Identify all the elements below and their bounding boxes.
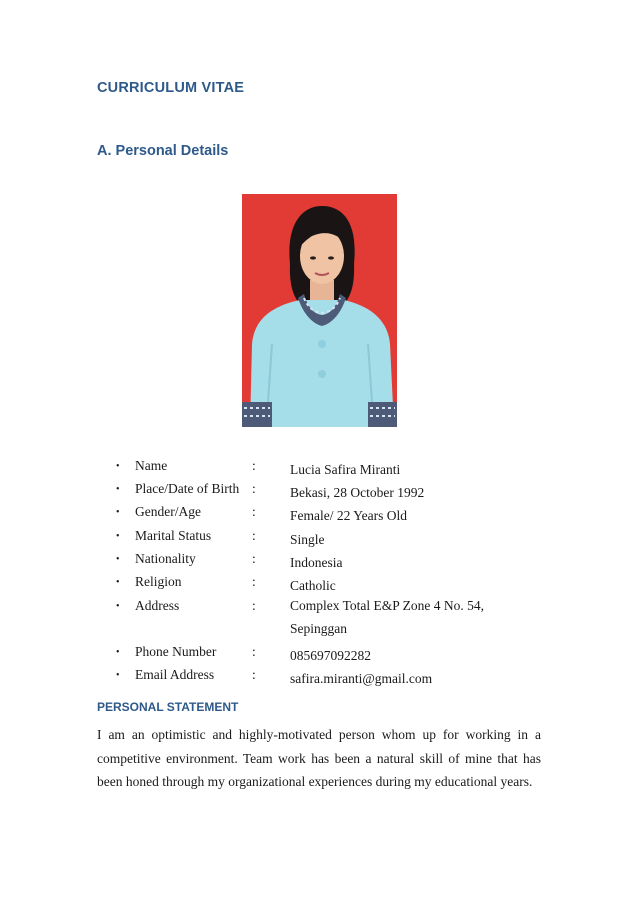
detail-label: Place/Date of Birth <box>135 481 240 496</box>
detail-separator: : <box>252 458 256 473</box>
detail-label: Email Address <box>135 667 215 682</box>
bullet: • <box>116 484 120 495</box>
detail-label: Address <box>135 598 180 613</box>
detail-separator: : <box>252 574 256 589</box>
detail-label: Nationality <box>135 551 196 566</box>
detail-label: Marital Status <box>135 528 212 543</box>
detail-value: safira.miranti@gmail.com <box>290 671 433 686</box>
detail-value: Single <box>290 532 325 547</box>
detail-value: Bekasi, 28 October 1992 <box>290 485 425 500</box>
detail-separator: : <box>252 504 256 519</box>
detail-separator: : <box>252 551 256 566</box>
detail-label: Gender/Age <box>135 504 201 519</box>
bullet: • <box>116 670 120 681</box>
detail-separator: : <box>252 528 256 543</box>
detail-value: Lucia Safira Miranti <box>290 462 401 477</box>
detail-value: Female/ 22 Years Old <box>290 508 407 523</box>
detail-separator: : <box>252 667 256 682</box>
personal-statement-heading: PERSONAL STATEMENT <box>97 700 239 714</box>
detail-label: Phone Number <box>135 644 217 659</box>
detail-value: Indonesia <box>290 555 343 570</box>
personal-statement-text: I am an optimistic and highly-motivated person whom up for working in a competitive environment. Team work has been a natural skill of mine that has been honed through my organizational experiences during my educational years. <box>97 727 541 789</box>
detail-separator: : <box>252 598 256 613</box>
detail-value: Complex Total E&P Zone 4 No. 54, Sepinggan <box>290 598 485 636</box>
detail-value: Catholic <box>290 578 336 593</box>
bullet: • <box>116 601 120 612</box>
detail-label: Religion <box>135 574 182 589</box>
bullet: • <box>116 531 120 542</box>
detail-label: Name <box>135 458 168 473</box>
detail-separator: : <box>252 481 256 496</box>
detail-separator: : <box>252 644 256 659</box>
section-heading-personal-details: A. Personal Details <box>97 143 229 159</box>
bullet: • <box>116 554 120 565</box>
bullet: • <box>116 647 120 658</box>
bullet: • <box>116 461 120 472</box>
document-title: CURRICULUM VITAE <box>97 80 245 96</box>
bullet: • <box>116 577 120 588</box>
bullet: • <box>116 507 120 518</box>
detail-value: 085697092282 <box>290 648 371 663</box>
